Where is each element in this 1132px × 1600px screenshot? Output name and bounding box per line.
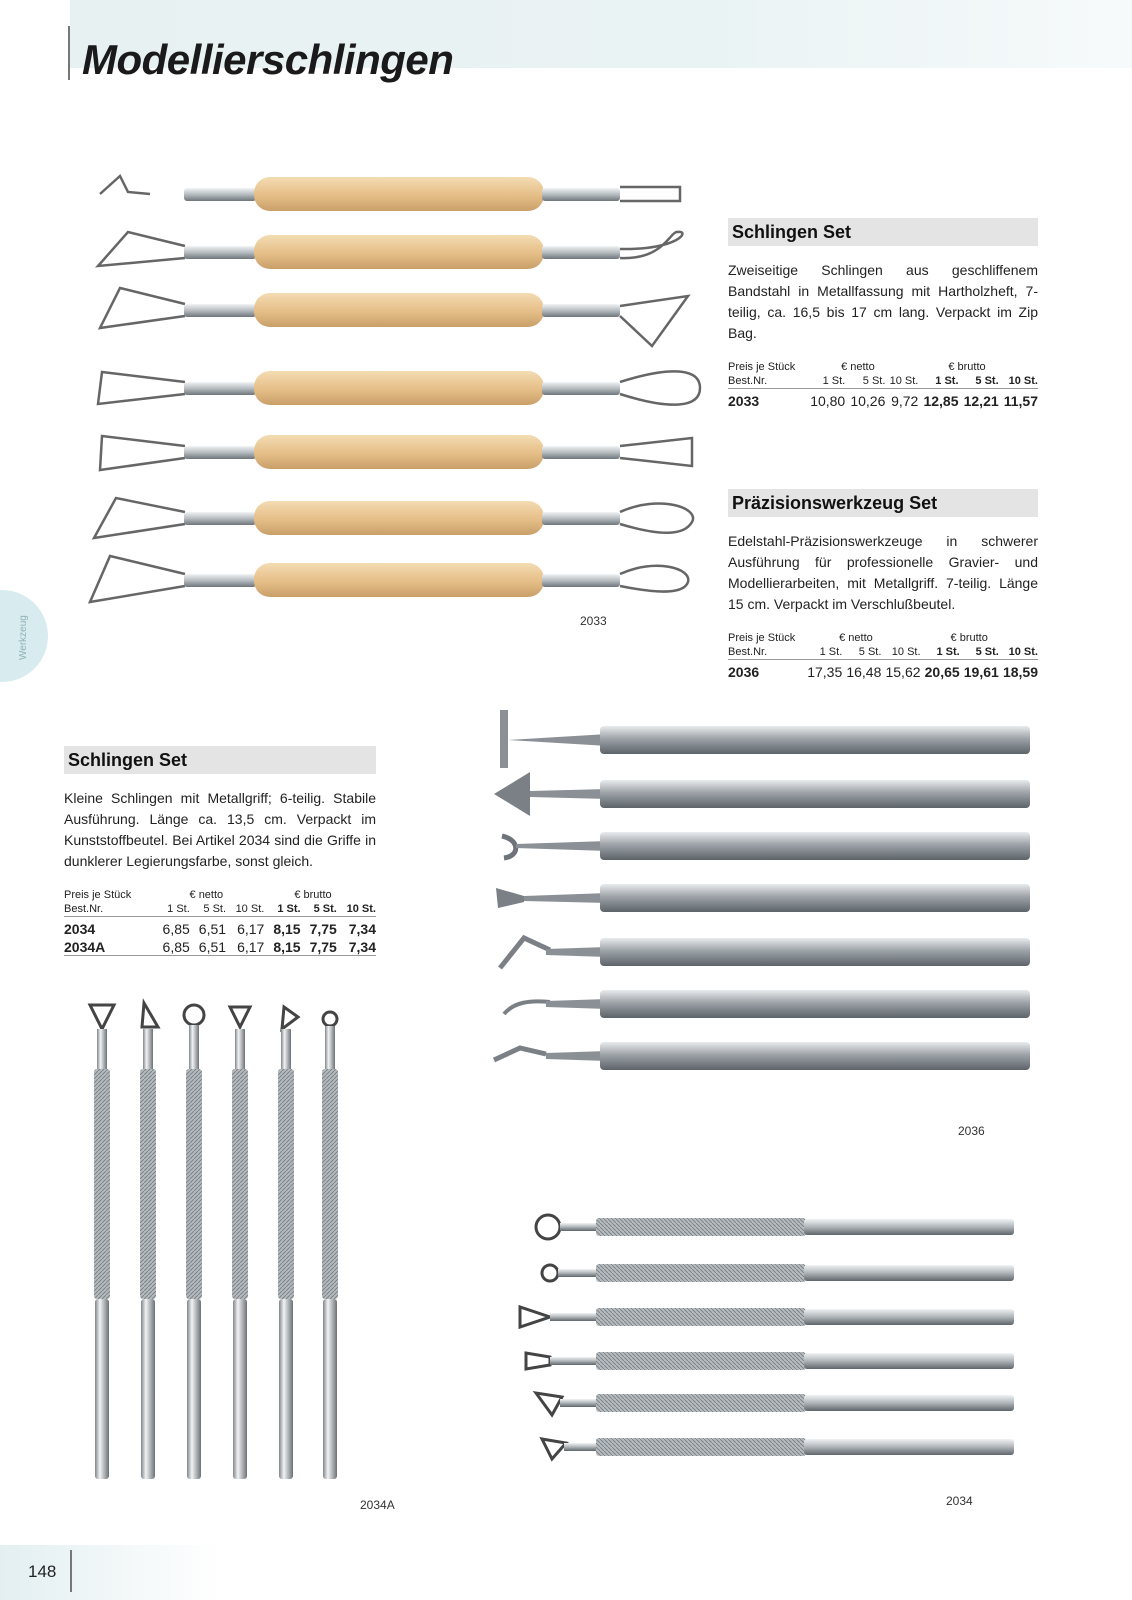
price-netto-10: 6,17 (226, 939, 264, 956)
product-2036 (728, 489, 1038, 682)
price-netto-10: 6,17 (237, 921, 265, 937)
label-brutto: € brutto (950, 632, 988, 644)
col-5st-brutto: 5 St. (301, 902, 337, 917)
col-5st: 5 St. (845, 374, 885, 389)
price-brutto-5: 7,75 (301, 939, 337, 956)
label-brutto: € brutto (294, 889, 332, 901)
col-10st: 10 St. (885, 374, 918, 389)
col-5st-brutto: 5 St. (959, 374, 999, 389)
vertical-tool-5 (278, 1007, 298, 1479)
price-brutto-5: 12,21 (963, 393, 999, 409)
horizontal-tool-1 (536, 1215, 1014, 1239)
product-2034-description: Kleine Schlingen mit Metallgriff; 6-teilig. Stabile Ausführung. Länge ca. 13,5 cm. Verpackt im Kunststoffbeutel. Bei Artikel 2034 sind die Griffe in dunklerer Legierungsfarbe, sonst gleich. (64, 790, 376, 869)
table-row (728, 389, 1038, 412)
price-netto-5: 6,51 (198, 921, 227, 937)
wood-tool-7 (90, 556, 688, 602)
price-netto-5: 10,26 (850, 393, 886, 409)
price-netto-5: 6,51 (190, 939, 226, 956)
precision-tool-6 (504, 990, 1030, 1018)
price-brutto-5: 19,61 (963, 664, 999, 680)
table-row (64, 917, 376, 940)
price-netto-5: 16,48 (846, 664, 882, 680)
label-preis: Preis je Stück (728, 361, 796, 373)
page-title: Modellierschlingen (82, 36, 454, 83)
vertical-tool-1 (90, 1005, 114, 1479)
caption-2036: 2036 (958, 1124, 985, 1138)
col-5st: 5 St. (842, 645, 881, 660)
table-row (728, 660, 1038, 683)
wood-tool-1 (100, 176, 680, 211)
item-code: 2034A (64, 939, 154, 956)
col-1st-brutto: 1 St. (921, 645, 960, 660)
caption-2034: 2034 (946, 1494, 973, 1508)
caption-2034A: 2034A (360, 1498, 395, 1512)
label-best: Best.Nr. (728, 645, 803, 660)
wood-tool-3 (100, 288, 688, 346)
horizontal-tool-3 (520, 1307, 1014, 1327)
footer-rule (70, 1550, 72, 1592)
col-5st: 5 St. (190, 902, 226, 917)
price-brutto-1: 8,15 (273, 921, 301, 937)
precision-tool-7 (494, 1042, 1030, 1070)
col-1st: 1 St. (803, 645, 842, 660)
vertical-tool-3 (184, 1005, 204, 1479)
product-2033 (728, 218, 1038, 411)
product-2033-description: Zweiseitige Schlingen aus geschliffenem Bandstahl in Metallfassung mit Hartholzheft, 7-teilig, ca. 16,5 bis 17 cm lang. Verpackt im Zip Bag. (728, 262, 1038, 341)
price-table-2033 (728, 360, 1038, 411)
photo-2034A-vertical-loop-tools (72, 995, 362, 1490)
label-best: Best.Nr. (728, 374, 805, 389)
item-code: 2034 (64, 921, 96, 937)
product-2034-title: Schlingen Set (64, 746, 376, 774)
price-brutto-10: 7,34 (348, 921, 376, 937)
page-number: 148 (28, 1562, 57, 1581)
precision-tool-4 (496, 884, 1030, 912)
header-rule (68, 26, 70, 80)
col-10st: 10 St. (881, 645, 920, 660)
vertical-tool-2 (140, 1003, 158, 1479)
wood-tool-5 (100, 435, 692, 470)
label-netto: € netto (189, 889, 224, 901)
wood-tool-6 (94, 498, 693, 538)
vertical-tool-6 (322, 1012, 338, 1479)
horizontal-tool-4 (526, 1352, 1014, 1370)
col-1st: 1 St. (154, 902, 190, 917)
price-netto-10: 15,62 (885, 664, 921, 680)
item-code: 2036 (728, 664, 760, 680)
item-code: 2033 (728, 393, 760, 409)
col-10st-brutto: 10 St. (999, 645, 1038, 660)
price-brutto-10: 18,59 (1002, 664, 1038, 680)
price-brutto-1: 8,15 (264, 939, 300, 956)
photo-2036-precision-tools (490, 700, 1070, 1085)
price-brutto-5: 7,75 (309, 921, 337, 937)
col-1st-brutto: 1 St. (918, 374, 958, 389)
photo-2033-wood-loop-tools (80, 160, 710, 630)
col-5st-brutto: 5 St. (960, 645, 999, 660)
product-2036-title: Präzisionswerkzeug Set (728, 489, 1038, 517)
col-1st: 1 St. (805, 374, 845, 389)
price-netto-1: 10,80 (810, 393, 846, 409)
label-preis: Preis je Stück (64, 889, 132, 901)
table-row (64, 939, 376, 956)
price-brutto-1: 20,65 (924, 664, 960, 680)
price-brutto-10: 7,34 (337, 939, 376, 956)
horizontal-tool-5 (536, 1393, 1014, 1415)
horizontal-tool-6 (542, 1438, 1014, 1459)
vertical-tool-4 (230, 1007, 250, 1479)
price-netto-1: 17,35 (807, 664, 843, 680)
col-10st-brutto: 10 St. (999, 374, 1038, 389)
precision-tool-3 (502, 832, 1030, 860)
price-brutto-10: 11,57 (1003, 393, 1038, 409)
product-2033-title: Schlingen Set (728, 218, 1038, 246)
col-1st-brutto: 1 St. (264, 902, 300, 917)
price-netto-10: 9,72 (891, 393, 919, 409)
label-preis: Preis je Stück (728, 632, 796, 644)
col-10st: 10 St. (226, 902, 264, 917)
photo-2034-horizontal-loop-tools (500, 1175, 1040, 1475)
col-10st-brutto: 10 St. (337, 902, 376, 917)
price-brutto-1: 12,85 (923, 393, 959, 409)
wood-tool-2 (98, 232, 682, 269)
price-table-2036 (728, 631, 1038, 682)
precision-tool-1 (500, 710, 1030, 768)
product-2034 (64, 746, 376, 956)
label-netto: € netto (841, 361, 875, 373)
price-netto-1: 6,85 (154, 939, 190, 956)
horizontal-tool-2 (542, 1264, 1014, 1282)
price-table-2034 (64, 888, 376, 956)
caption-2033: 2033 (580, 614, 607, 628)
side-tab-label: Werkzeug (18, 615, 29, 660)
label-brutto: € brutto (948, 361, 986, 373)
precision-tool-5 (500, 938, 1030, 968)
label-netto: € netto (839, 632, 873, 644)
label-best: Best.Nr. (64, 902, 154, 917)
wood-tool-4 (98, 371, 700, 405)
product-2036-description: Edelstahl-Präzisionswerkzeuge in schwerer Ausführung für professionelle Gravier- und Modellierarbeiten, mit Metallgriff. 7-teilig. Länge 15 cm. Verpackt im Verschlußbeutel. (728, 533, 1038, 612)
price-netto-1: 6,85 (162, 921, 190, 937)
precision-tool-2 (494, 772, 1030, 816)
